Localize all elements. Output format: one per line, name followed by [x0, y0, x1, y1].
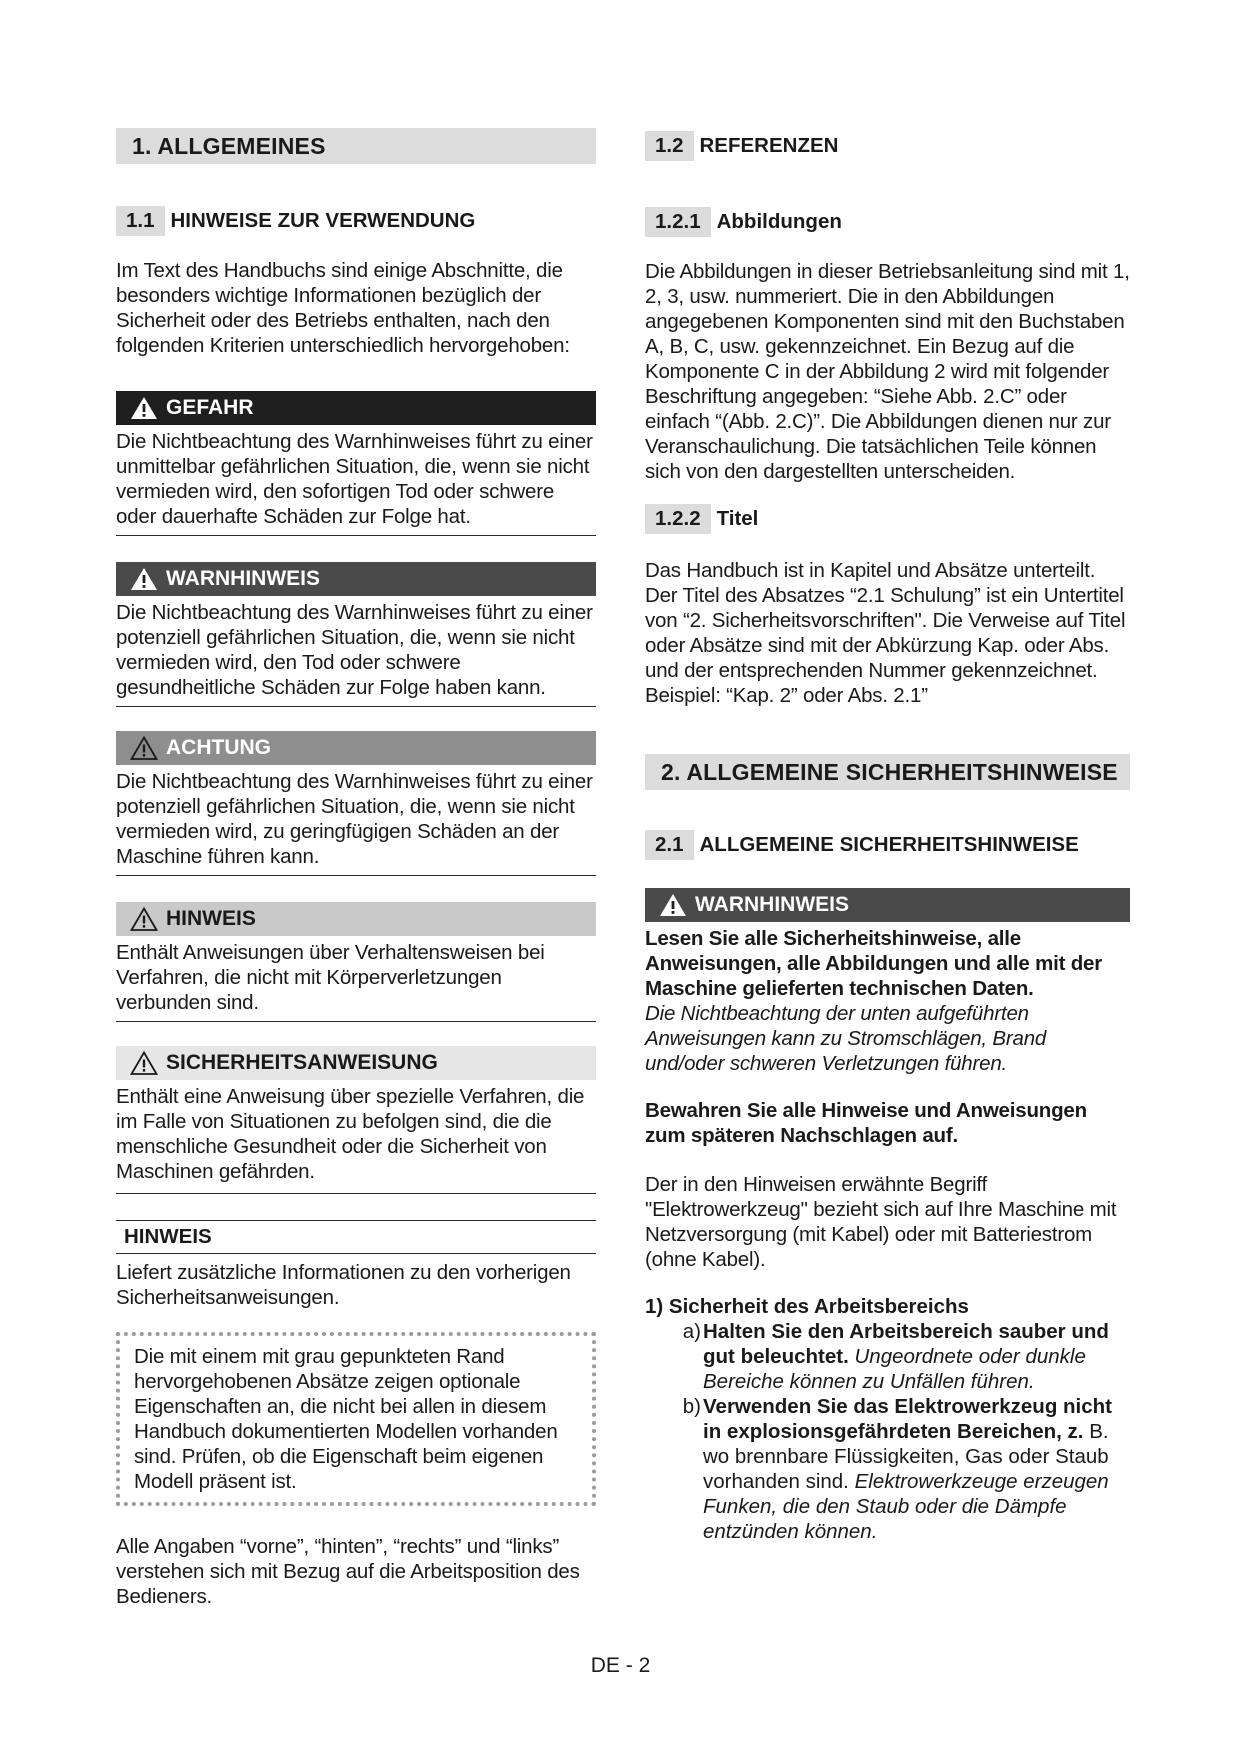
section-2-1-heading	[645, 830, 1130, 860]
illustrations-paragraph: Die Abbildungen in dieser Betriebsanleitung sind mit 1, 2, 3, usw. nummeriert. Die in den Abbildungen angegebenen Komponenten sind mit den Buchstaben A, B, C, usw. gekennzeichnet. Ein Bezug auf die Komponente C in der Abbildung 2 wird mit folgender Beschriftung angegeben: “Siehe Abb. 2.C” oder einfach “(Abb. 2.C)”. Die Abbildungen dienen nur zur Veranschaulichung. Die tatsächlichen Teile können sich von den dargestellten unterscheiden.	[645, 260, 1130, 483]
optional-feature-box	[116, 1332, 596, 1506]
section-title: Abbildungen	[716, 210, 842, 233]
direction-note: Alle Angaben “vorne”, “hinten”, “rechts” und “links” verstehen sich mit Bezug auf die Arbeitsposition des Bedieners.	[116, 1535, 580, 1608]
intro-paragraph: Im Text des Handbuchs sind einige Abschnitte, die besonders wichtige Informationen bezüglich der Sicherheit oder des Betriebs enthalten, nach den folgenden Kriterien unterschiedlich hervorgehoben:	[116, 259, 570, 357]
item-a-bold: Halten Sie den Arbeitsbereich sauber und gut beleuchtet.	[703, 1320, 1109, 1368]
item-b-bold: Verwenden Sie das Elektrowerkzeug nicht in explosionsgefährdeten Bereichen, z.	[703, 1395, 1112, 1443]
section-1-2-heading	[645, 131, 1130, 161]
safety-header	[116, 1046, 596, 1080]
keep-instructions: Bewahren Sie alle Hinweise und Anweisungen zum späteren Nachschlagen auf.	[645, 1099, 1087, 1147]
danger-header	[116, 391, 596, 425]
caution-notice	[116, 731, 596, 876]
left-column	[116, 128, 596, 1609]
item-a-italic: Ungeordnete oder dunkle Bereiche können zu Unfällen führen.	[703, 1345, 1086, 1393]
section-number: 1.2.1	[645, 207, 711, 237]
general-warning-header	[645, 888, 1130, 922]
section-1-2-1-heading	[645, 207, 1130, 237]
warning-triangle-icon	[130, 395, 158, 421]
section-title: Titel	[716, 507, 759, 530]
section-1-2-2-heading	[645, 504, 1130, 534]
page-number: DE - 2	[590, 1654, 651, 1677]
notice-header	[116, 902, 596, 936]
warning-notice	[116, 562, 596, 707]
notice-box	[116, 902, 596, 1022]
caution-label: ACHTUNG	[166, 736, 271, 759]
general-warning-label: WARNHINWEIS	[695, 893, 849, 916]
section-title: HINWEISE ZUR VERWENDUNG	[170, 209, 476, 232]
warning-triangle-outline-icon	[130, 1050, 158, 1076]
section-1-1-heading	[116, 206, 596, 236]
general-warning	[645, 888, 1130, 1076]
item-label: a)	[682, 1320, 701, 1343]
section-2-heading: 2. ALLGEMEINE SICHERHEITSHINWEISE	[645, 754, 1130, 790]
general-warning-italic: Die Nichtbeachtung der unten aufgeführten Anweisungen kann zu Stromschlägen, Brand und/oder schweren Verletzungen führen.	[645, 1002, 1047, 1075]
list-title: 1) Sicherheit des Arbeitsbereichs	[645, 1295, 969, 1318]
notice-body	[116, 936, 596, 1022]
notice-text: Enthält Anweisungen über Verhaltensweisen bei Verfahren, die nicht mit Körperverletzungen verbunden sind.	[116, 941, 545, 1014]
section-number: 1.2.2	[645, 504, 711, 534]
danger-label: GEFAHR	[166, 396, 254, 419]
warning-text: Die Nichtbeachtung des Warnhinweises führt zu einer potenziell gefährlichen Situation, die, wenn sie nicht vermieden wird, den Tod oder schwere gesundheitliche Schäden zur Folge haben kann.	[116, 601, 593, 699]
info-note-text: Liefert zusätzliche Informationen zu den vorherigen Sicherheitsanweisungen.	[116, 1261, 571, 1309]
warning-triangle-icon	[659, 892, 687, 918]
safety-label: SICHERHEITSANWEISUNG	[166, 1051, 438, 1074]
danger-text: Die Nichtbeachtung des Warnhinweises führt zu einer unmittelbar gefährlichen Situation, die, wenn sie nicht vermieden wird, den sofortigen Tod oder schwere oder dauerhafte Schäden zur Folge hat.	[116, 430, 593, 528]
item-b-normal: B. wo brennbare Flüssigkeiten, Gas oder Staub vorhanden sind.	[703, 1420, 1109, 1493]
safety-text: Enthält eine Anweisung über spezielle Verfahren, die im Falle von Situationen zu befolgen sind, die die menschliche Gesundheit oder die Sicherheit von Maschinen gefährden.	[116, 1085, 585, 1183]
warning-triangle-icon	[130, 566, 158, 592]
general-warning-bold: Lesen Sie alle Sicherheitshinweise, alle Anweisungen, alle Abbildungen und alle mit der Maschine gelieferten technischen Daten.	[645, 927, 1103, 1000]
item-label: b)	[682, 1395, 701, 1418]
safety-instruction-box	[116, 1046, 596, 1194]
caution-body	[116, 765, 596, 876]
optional-feature-text: Die mit einem mit grau gepunkteten Rand hervorgehobenen Absätze zeigen optionale Eigenschaften an, die nicht bei allen in diesem Handbuch dokumentierten Modellen vorhanden sind. Prüfen, ob die Eigenschaft beim eigenen Modell präsent ist.	[134, 1345, 558, 1493]
section-title: REFERENZEN	[699, 134, 839, 157]
section-number: 2.1	[645, 830, 694, 860]
danger-body	[116, 425, 596, 536]
section-number: 1.1	[116, 206, 165, 236]
caution-text: Die Nichtbeachtung des Warnhinweises führt zu einer potenziell gefährlichen Situation, die, wenn sie nicht vermieden wird, zu geringfügigen Schäden an der Maschine führen kann.	[116, 770, 593, 868]
list-item-a	[679, 1319, 1130, 1394]
warning-label: WARNHINWEIS	[166, 567, 320, 590]
item-b-italic: Elektrowerkzeuge erzeugen Funken, die den Staub oder die Dämpfe entzünden können.	[703, 1470, 1109, 1543]
warning-header	[116, 562, 596, 596]
workplace-safety-list	[645, 1294, 1130, 1544]
warning-triangle-outline-icon	[130, 906, 158, 932]
info-note-header: HINWEIS	[116, 1220, 596, 1254]
notice-label: HINWEIS	[166, 907, 256, 930]
section-title: ALLGEMEINE SICHERHEITSHINWEISE	[699, 833, 1079, 856]
section-1-heading: 1. ALLGEMEINES	[116, 128, 596, 164]
right-column	[645, 128, 1130, 1544]
caution-header	[116, 731, 596, 765]
warning-body	[116, 596, 596, 707]
list-item-b	[679, 1394, 1130, 1544]
info-note	[116, 1220, 596, 1310]
danger-notice	[116, 391, 596, 536]
warning-triangle-icon	[130, 735, 158, 761]
safety-body	[116, 1080, 596, 1194]
titles-paragraph: Das Handbuch ist in Kapitel und Absätze unterteilt. Der Titel des Absatzes “2.1 Schulung” ist ein Untertitel von “2. Sicherheitsvorschriften". Die Verweise auf Titel oder Absätze sind mit der Abkürzung Kap. oder Abs. und der entsprechenden Nummer gekennzeichnet. Beispiel: “Kap. 2” oder Abs. 2.1”	[645, 559, 1126, 707]
term-definition: Der in den Hinweisen erwähnte Begriff "Elektrowerkzeug" bezieht sich auf Ihre Maschine mit Netzversorgung (mit Kabel) oder mit Batteriestrom (ohne Kabel).	[645, 1173, 1117, 1271]
section-number: 1.2	[645, 131, 694, 161]
